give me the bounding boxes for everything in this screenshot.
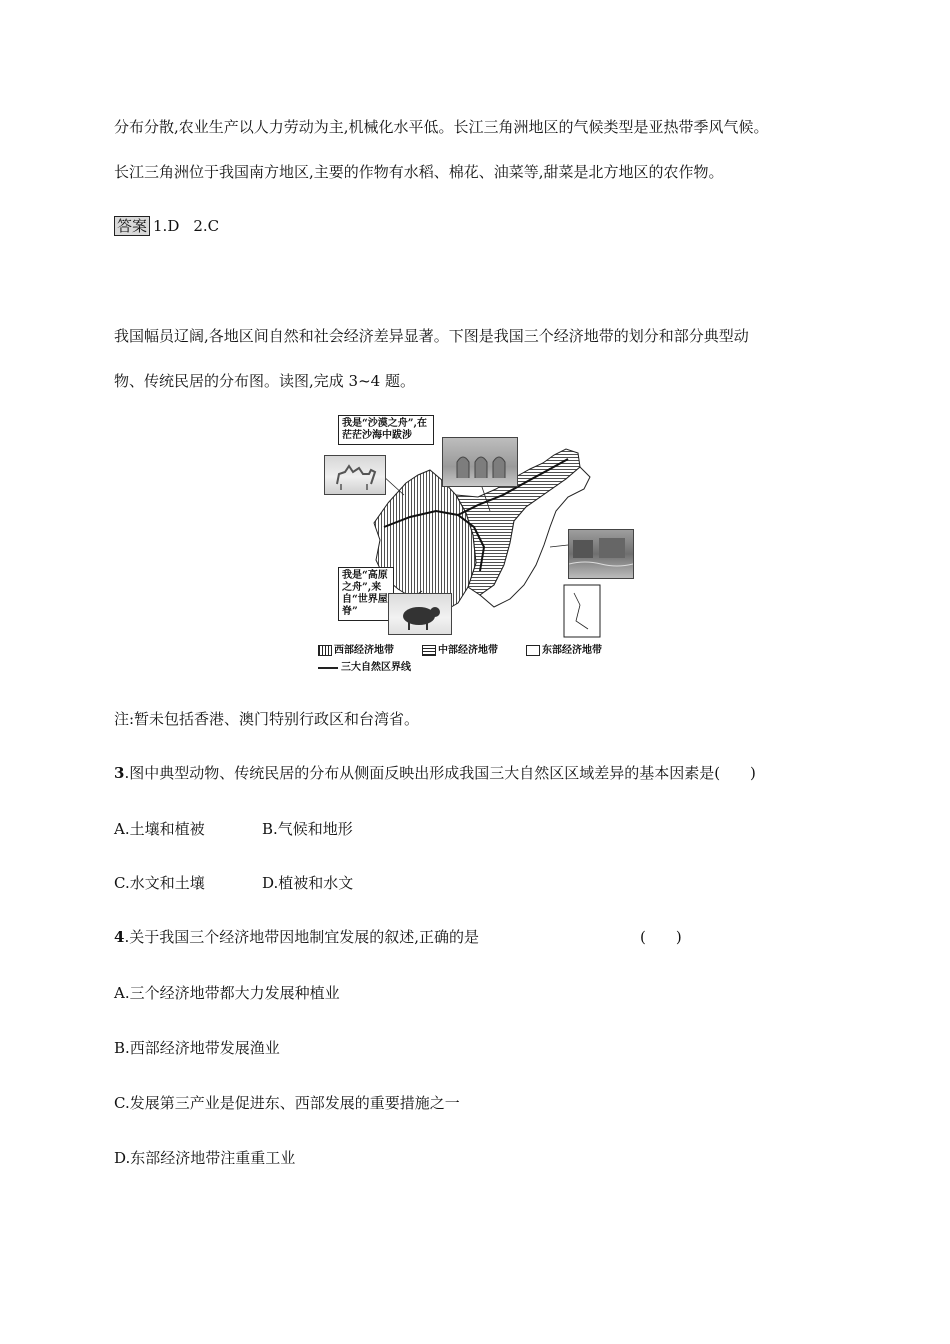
cave-dwelling-icon	[443, 438, 517, 486]
legend-boundary: 三大自然区界线	[318, 662, 411, 674]
legend-west: 西部经济地带	[318, 645, 394, 657]
south-sea-inset	[564, 585, 600, 637]
east-swatch	[526, 645, 540, 656]
q3-option-a[interactable]: A.土壤和植被	[114, 820, 205, 838]
q4-option-d[interactable]: D.东部经济地带注重重工业	[114, 1149, 296, 1167]
answer-line	[114, 215, 219, 237]
q3-option-c[interactable]: C.水文和土壤	[114, 874, 205, 892]
legend-east: 东部经济地带	[526, 645, 602, 657]
paragraph-line-1: 分布分散,农业生产以人力劳动为主,机械化水平低。长江三角洲地区的气候类型是亚热带季风气候。	[114, 118, 769, 136]
legend-middle: 中部经济地带	[422, 645, 498, 657]
water-town-photo	[568, 529, 634, 579]
west-swatch	[318, 645, 332, 656]
q4-option-c[interactable]: C.发展第三产业是促进东、西部发展的重要措施之一	[114, 1094, 460, 1112]
camel-photo	[324, 455, 386, 495]
question-4	[114, 926, 479, 948]
cave-dwelling-photo	[442, 437, 518, 487]
economic-zones-figure	[318, 415, 638, 677]
question-3	[114, 762, 756, 784]
yak-photo	[388, 593, 452, 635]
q3-option-d[interactable]: D.植被和水文	[262, 874, 354, 892]
q4-option-b[interactable]: B.西部经济地带发展渔业	[114, 1039, 280, 1057]
camel-callout: 我是“沙漠之舟”,在茫茫沙海中跋涉	[338, 415, 434, 445]
figure-note: 注:暂未包括香港、澳门特别行政区和台湾省。	[114, 710, 420, 728]
q4-option-a[interactable]: A.三个经济地带都大力发展种植业	[114, 984, 340, 1002]
intro-line-2: 物、传统民居的分布图。读图,完成 3~4 题。	[114, 372, 415, 390]
yak-callout: 我是“高原之舟”,来自“世界屋脊”	[338, 567, 394, 621]
q3-number: 3	[114, 764, 125, 782]
intro-line-1: 我国幅员辽阔,各地区间自然和社会经济差异显著。下图是我国三个经济地带的划分和部分典型动	[114, 327, 749, 345]
q3-option-b[interactable]: B.气候和地形	[262, 820, 353, 838]
water-town-icon	[569, 530, 633, 578]
q4-text: .关于我国三个经济地带因地制宜发展的叙述,正确的是	[124, 928, 479, 946]
answer-item-2: 2.C	[193, 217, 220, 235]
q4-answer-paren: ( )	[640, 928, 682, 946]
yak-icon	[389, 594, 451, 634]
camel-icon	[325, 456, 385, 494]
q4-number: 4	[114, 928, 125, 946]
answer-tag: 答案	[114, 216, 150, 236]
middle-swatch	[422, 645, 436, 656]
answer-item-1: 1.D	[153, 217, 180, 235]
boundary-swatch	[318, 667, 338, 669]
paragraph-line-2: 长江三角洲位于我国南方地区,主要的作物有水稻、棉花、油菜等,甜菜是北方地区的农作物。	[114, 163, 724, 181]
q3-text: .图中典型动物、传统民居的分布从侧面反映出形成我国三大自然区区域差异的基本因素是( )	[124, 764, 756, 782]
